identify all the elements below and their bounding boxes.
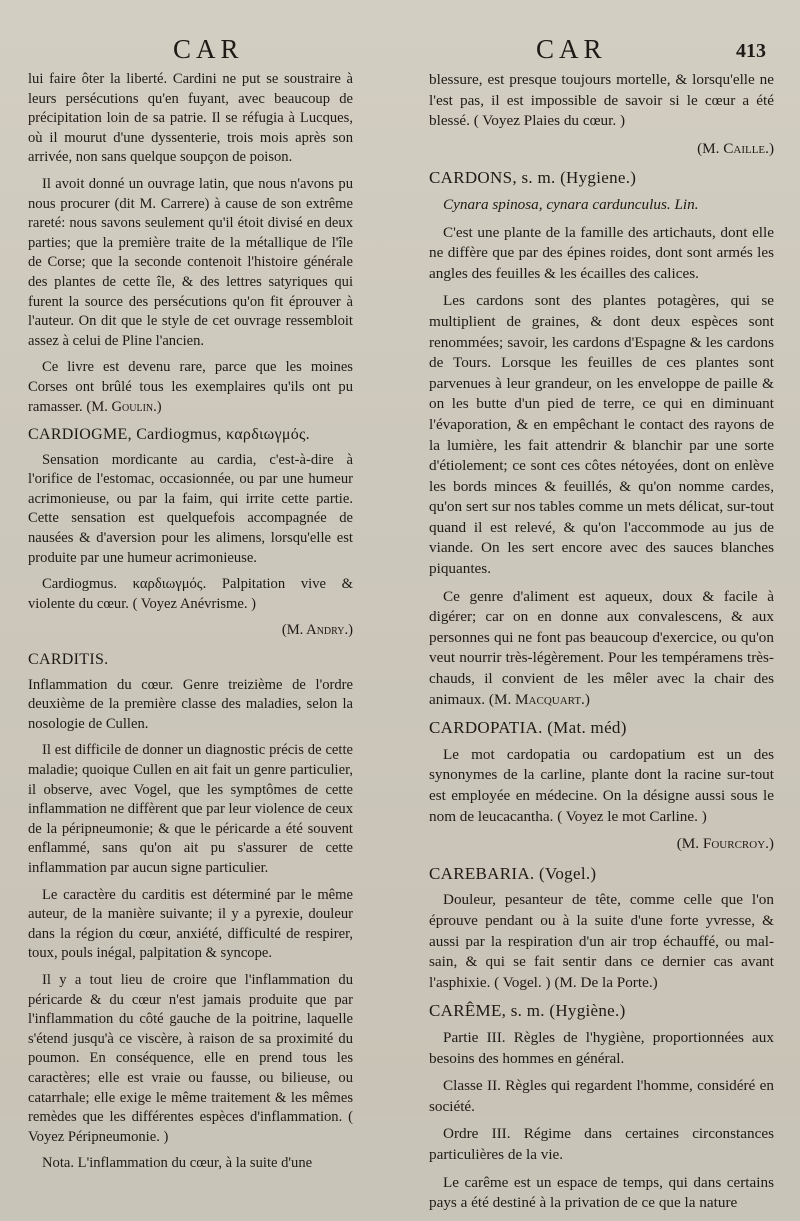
page-number: 413 <box>736 40 766 62</box>
author-signature: (M. Caille.) <box>697 139 774 157</box>
entry-heading-carebaria: CAREBARIA. (Vogel.) <box>429 863 597 883</box>
paragraph: Il y a tout lieu de croire que l'inflammation du péricarde & du cœur n'est jamais produite que par l'inflammation du côté gauche de la poitrine, laquelle s'étend jusqu'à ce viscère, à raison de sa proximité du poumon. En conséquence, elle en prend tous les caractères; elle est vraie ou fausse, ou bilieuse, ou catarrhale; elle exige le même traitement & les mêmes remèdes que les différentes espèces d'inflammation. ( Voyez Péripneumonie. ) <box>28 971 353 1145</box>
header-right: CAR <box>536 34 607 64</box>
paragraph: Le caractère du carditis est déterminé par le même auteur, de la manière suivante; il y a pyrexie, douleur dans la région du cœur, anxiété, difficulté de respirer, toux, pouls inégal, palpitation & syncope. <box>28 886 353 962</box>
paragraph-text: Ce livre est devenu rare, parce que les moines Corses ont brûlé tous les exemplaires qu'ils ont pu ramasser. <box>28 359 353 415</box>
entry-heading-cardopatia: CARDOPATIA. (Mat. méd) <box>429 718 627 738</box>
paragraph-text: Ce genre d'aliment est aqueux, doux & facile à digérer; car on en donne aux convalescens, & aux personnes qui ne font pas beaucoup d'exercice, ou qu'on veut nourrir très-légèrement. Pour les tempéramens très-chauds, il convient de les mêler avec la chair des animaux. <box>429 587 774 708</box>
header-left: CAR <box>173 34 244 64</box>
paragraph: Il est difficile de donner un diagnostic précis de cette maladie; quoique Cullen en ait fait un genre particulier, il observe, avec Vogel, que les symptômes de cette inflammation ne diffèrent que par leur violence de ceux de la péripneumonie; & que le péricarde a été souvent enflammé, sans qu'on ait pu s'assurer de cette inflammation par aucun signe particulier. <box>28 742 353 876</box>
paragraph <box>429 587 774 711</box>
paragraph: Douleur, pesanteur de tête, comme celle que l'on éprouve pendant ou à la suite d'une forte yvresse, & aussi par la respiration d'un air trop échauffé, ou mal-sain, & qui se fait sentir dans ce dernier cas avant l'asphixie. ( Vogel. ) (M. De la Porte.) <box>429 891 774 991</box>
author-signature: (M. Andry.) <box>281 622 353 639</box>
paragraph: Inflammation du cœur. Genre treizième de l'ordre deuxième de la première classe des maladies, selon la nosologie de Cullen. <box>28 676 353 732</box>
paragraph: Cardiogmus. καρδιωγμός. Palpitation vive & violente du cœur. ( Voyez Anévrisme. ) <box>28 576 353 612</box>
paragraph: lui faire ôter la liberté. Cardini ne put se soustraire à leurs persécutions qu'en fuyant, avec beaucoup de précipitation loin de sa patrie. Il se réfugia à Lucques, où il mourut d'une dyssenterie, trois mois après son arrivée, non sans quelque soupçon de poison. <box>28 71 353 166</box>
latin-names: Cynara spinosa, cynara cardunculus. Lin. <box>443 195 699 213</box>
paragraph: Le carême est un espace de temps, qui dans certains pays a été destiné à la privation de ce que la nature <box>429 1173 774 1212</box>
paragraph: Sensation mordicante au cardia, c'est-à-dire à l'orifice de l'estomac, occasionnée, ou par une humeur acrimonieuse, ou par la faim, qui irrite cette partie. Cette sensation est quelquefois accompagnée de nausées & d'aversion pour les alimens, lorsqu'elle est produite par une humeur acrimonieuse. <box>28 451 353 566</box>
paragraph: Classe II. Règles qui regardent l'homme, considéré en société. <box>429 1077 774 1115</box>
paragraph: blessure, est presque toujours mortelle, & lorsqu'elle ne l'est pas, il est impossible de savoir si le cœur a été blessé. ( Voyez Plaies du cœur. ) <box>429 71 774 130</box>
paragraph: Les cardons sont des plantes potagères, qui se multiplient de graines, & dont deux espèces sont renommées; savoir, les cardons d'Espagne & les cardons de Tours. Lorsque les feuilles de ces plantes sont parvenues à leur grandeur, on les enveloppe de paille & on les butte d'un pied de terre, ce qui en diminuant l'évaporation, & en empêchant le contact des rayons de la lumière, les fait attendrir & blanchir par une sorte d'étiolement; ce sont ces côtes nétoyées, dont on enlève les bords minces & feuillés, & qu'on nomme cardes, qu'on sert sur nos tables comme un mets délicat, sur-tout quand il est relevé, & qu'on l'accommode au jus de viande. On les sert encore avec des sauces blanches piquantes. <box>429 292 774 578</box>
entry-heading-careme: CARÊME, s. m. (Hygiène.) <box>429 1001 626 1021</box>
paragraph: Il avoit donné un ouvrage latin, que nous n'avons pu nous procurer (dit M. Carrere) à cause de son extrême rareté: nous savons seulement qu'il étoit divisé en deux parties; que la première traite de la métallique de l'île de Corse; que la seconde contenoit l'histoire générale des plantes de cette île, & des lettres satyriques qui furent la source des persécutions qu'on fit éprouver à l'auteur. On dit que le style de cet ouvrage ressembloit assez à celui de Pline l'ancien. <box>28 175 353 349</box>
paragraph: C'est une plante de la famille des artichauts, dont elle ne diffère que par des épines roides, dont sont armés les angles des feuilles & les écailles des calices. <box>429 223 774 282</box>
entry-heading-cardons: CARDONS, s. m. (Hygiene.) <box>429 168 637 188</box>
paragraph: Ordre III. Régime dans certaines circonstances particulières de la vie. <box>429 1125 774 1163</box>
entry-heading-cardiogme: CARDIOGME, Cardiogmus, καρδιωγμός. <box>28 426 310 444</box>
author-signature: (M. Macquart.) <box>488 690 590 708</box>
running-header <box>28 30 774 70</box>
right-column <box>429 70 774 1221</box>
author-signature: (M. Fourcroy.) <box>676 835 774 853</box>
paragraph <box>28 358 353 417</box>
author-signature: (M. Goulin.) <box>86 398 162 415</box>
paragraph: Partie III. Règles de l'hygiène, proportionnées aux besoins des hommes en général. <box>429 1028 774 1067</box>
entry-heading-carditis: CARDITIS. <box>28 651 109 669</box>
paragraph: Nota. L'inflammation du cœur, à la suite d'une <box>42 1155 313 1172</box>
left-column <box>28 70 353 1221</box>
paragraph: Le mot cardopatia ou cardopatium est un des synonymes de la carline, plante dont la racine sur-tout est employée en médecine. On la désigne aussi sous le nom de leucacantha. ( Voyez le mot Carline. ) <box>429 745 774 825</box>
